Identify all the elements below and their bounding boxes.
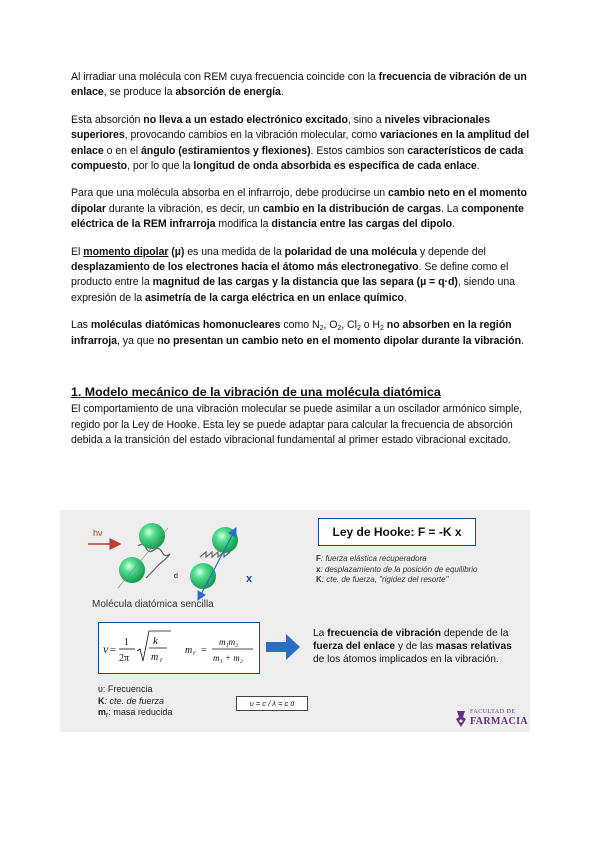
paragraph-3	[71, 186, 531, 232]
text: . Se define como el producto entre la	[71, 261, 509, 289]
formula-mr: m	[185, 645, 193, 656]
bold-text: polaridad de una molécula	[284, 245, 417, 258]
formula-den: 2π	[119, 653, 130, 664]
bold-text: absorción de energía	[175, 86, 281, 99]
bold-text: cambio en la distribución de cargas	[262, 202, 441, 215]
legend-text: : Frecuencia	[102, 684, 153, 694]
text: como N	[280, 319, 320, 332]
text: o en el	[103, 144, 141, 157]
note-key: K	[316, 575, 322, 584]
bold-text: (µ)	[168, 245, 185, 258]
formula-den: m₁ + m₂	[213, 653, 243, 663]
subscript: 2	[319, 325, 324, 333]
text: , se produce la	[103, 86, 176, 99]
text: y de las	[395, 641, 436, 652]
legend-key: K	[98, 695, 105, 706]
text: , siendo una expresión de la	[71, 276, 516, 304]
section-heading: 1. Modelo mecánico de la vibración de una molécula diatómica	[71, 385, 441, 400]
text: , ya que	[117, 334, 158, 347]
note-text: : cte. de fuerza, "rigidez del resorte"	[321, 575, 449, 584]
section-body: El comportamiento de una vibración molecular se puede asimilar a un oscilador armónico simple, regido por la Ley de Hooke. Esta ley se puede adaptar para calcular la frecuencia de absorción debida a la transición del estado vibracional fundamental al primer estado vibracional excitado.	[71, 403, 523, 446]
bold-text: frecuencia de vibración	[327, 628, 441, 639]
note-key: x	[316, 564, 321, 574]
text: es una medida de la	[184, 245, 285, 258]
hv-label: hν	[93, 528, 103, 538]
faculty-logo	[454, 708, 530, 730]
logo-line-2: FARMACIA	[470, 716, 529, 727]
note-key: F	[316, 554, 321, 563]
bold-text: no lleva a un estado electrónico excitado	[143, 113, 348, 126]
pharmacy-icon	[454, 709, 468, 729]
text: . La	[441, 202, 462, 215]
text: de los átomos implicados en la vibración.	[313, 654, 499, 665]
document-page	[71, 70, 531, 460]
text: , Cl	[341, 319, 357, 332]
paragraph-1	[71, 70, 531, 101]
bold-text: cambio neto en el momento dipolar	[71, 187, 527, 215]
formula-nu: ν	[103, 642, 109, 656]
molecule-diagram	[60, 510, 310, 610]
bold-text: componente eléctrica de la REM infrarroja	[71, 202, 524, 231]
subscript: 2	[356, 325, 361, 333]
frequency-explanation	[313, 627, 523, 666]
text: .	[521, 334, 524, 347]
text: , O	[323, 319, 338, 332]
subscript: r	[106, 712, 109, 719]
subscript: 2	[337, 325, 342, 333]
wave-equation: υ = c / λ = c ῡ	[236, 696, 308, 711]
text: Para que una molécula absorba en el infrarrojo, debe producirse un	[71, 187, 389, 200]
text: , provocando cambios en la vibración molecular, como	[124, 129, 380, 142]
bold-text: moléculas diatómicas homonucleares	[90, 319, 281, 332]
text: La	[313, 628, 328, 639]
formula-sub: r	[193, 649, 196, 657]
molecule-caption: Molécula diatómica sencilla	[92, 599, 214, 610]
bold-text: ángulo (estiramientos y flexiones)	[140, 144, 311, 157]
formula-mr: m	[151, 652, 159, 663]
bold-text: frecuencia de vibración de un enlace	[71, 71, 527, 99]
note-text: : desplazamiento de la posición de equilibrio	[320, 564, 478, 574]
paragraph-2	[71, 113, 531, 175]
bold-text: niveles vibracionales superiores	[71, 113, 491, 142]
text: El	[71, 245, 84, 258]
right-arrow-icon	[266, 632, 302, 662]
bold-text: no presentan un cambio neto en el momento dipolar durante la vibración	[157, 334, 522, 347]
text: depende de la	[440, 628, 509, 639]
x-label: x	[246, 573, 253, 585]
paragraph-5	[71, 318, 531, 349]
bold-text: característicos de cada compuesto	[71, 144, 524, 173]
note-text: : fuerza elástica recuperadora	[320, 554, 427, 563]
text: . Estos cambios son	[310, 144, 408, 157]
hooke-notes	[316, 554, 477, 586]
text: .	[476, 160, 480, 173]
formula-legend	[98, 684, 172, 719]
text: Al irradiar una molécula con REM cuya frecuencia coincide con la	[71, 71, 379, 83]
formula-eq: =	[110, 644, 117, 656]
bold-text: asimetría de la carga eléctrica en un enlace químico	[145, 291, 404, 304]
frequency-formula	[98, 622, 260, 674]
text: o H	[360, 319, 381, 332]
text: modifica la	[215, 218, 272, 231]
text: , sino a	[347, 113, 385, 126]
text: .	[280, 86, 284, 99]
bold-text: no absorben en la región infrarroja	[71, 319, 512, 347]
text: Las	[71, 319, 91, 332]
legend-key: m	[98, 707, 107, 717]
text: .	[452, 218, 455, 231]
formula-num: m₁m₂	[219, 637, 239, 647]
text: , por lo que la	[127, 160, 194, 173]
legend-text: : masa reducida	[108, 707, 173, 717]
underlined-term: momento dipolar	[83, 245, 169, 258]
bold-text: masas relativas	[435, 641, 512, 652]
formula-num: 1	[124, 637, 129, 648]
bold-text: magnitud de las cargas y la distancia que las separa (µ = q·d)	[152, 276, 458, 289]
formula-k: k	[153, 635, 158, 647]
bold-text: fuerza del enlace	[313, 641, 396, 652]
bold-text: desplazamiento de los electrones hacia el átomo más electronegativo	[71, 261, 419, 274]
text: y depende del	[416, 245, 486, 258]
atom-sphere	[119, 557, 145, 583]
atom-sphere	[190, 563, 216, 589]
bold-text: variaciones en la amplitud del enlace	[71, 129, 530, 157]
text: .	[403, 291, 407, 304]
text: Esta absorción	[71, 113, 144, 126]
formula-eq: =	[201, 645, 207, 656]
bold-text: longitud de onda absorbida es específica de cada enlace	[193, 160, 477, 173]
paragraph-4	[71, 245, 531, 307]
d-label: d	[174, 573, 178, 580]
legend-key: υ	[98, 684, 103, 694]
formula-svg	[99, 623, 259, 673]
bold-text: distancia entre las cargas del dipolo	[271, 218, 453, 231]
legend-text: : cte. de fuerza	[104, 695, 165, 706]
formula-sub: r	[160, 656, 163, 664]
hooke-law-title: Ley de Hooke: F = -K x	[318, 518, 476, 546]
text: durante la vibración, es decir, un	[105, 202, 263, 215]
subscript: 2	[380, 325, 384, 333]
hooke-figure	[60, 510, 530, 732]
logo-line-1: FACULTAD DE	[470, 709, 516, 715]
